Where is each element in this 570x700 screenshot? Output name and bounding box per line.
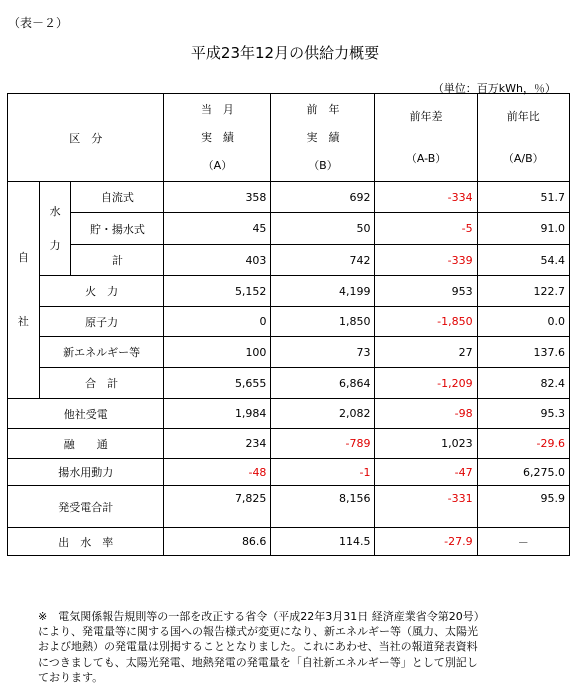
row-label: 他社受電 <box>8 399 164 429</box>
row-label: 火 力 <box>39 276 164 307</box>
table-row <box>8 368 570 399</box>
value-ratio: 51.7 <box>477 182 569 213</box>
value-difference: -1,850 <box>375 307 477 337</box>
header-ratio: 前年比 （A/B） <box>477 94 569 182</box>
suiryoku-group-label: 水 力 <box>39 182 71 276</box>
value-difference: -339 <box>375 245 477 276</box>
table-label: （表－２） <box>8 16 69 30</box>
value-previous: 73 <box>271 337 375 368</box>
row-label: 原子力 <box>39 307 164 337</box>
value-previous: 742 <box>271 245 375 276</box>
value-ratio: 0.0 <box>477 307 569 337</box>
unit-note: （単位：百万kWh，％） <box>432 82 556 95</box>
value-difference: -27.9 <box>375 528 477 556</box>
value-difference: -5 <box>375 213 477 245</box>
table-row <box>8 182 570 213</box>
table-row <box>8 245 570 276</box>
value-current: 5,152 <box>164 276 271 307</box>
value-current: 403 <box>164 245 271 276</box>
value-ratio: 95.9 <box>477 486 569 528</box>
header-previous: 前 年 実 績 （B） <box>271 94 375 182</box>
value-ratio: 82.4 <box>477 368 569 399</box>
value-previous: 114.5 <box>271 528 375 556</box>
value-difference: -334 <box>375 182 477 213</box>
row-label: 融 通 <box>8 429 164 459</box>
value-previous: 8,156 <box>271 486 375 528</box>
table-row <box>8 307 570 337</box>
value-previous: 6,864 <box>271 368 375 399</box>
value-ratio: 91.0 <box>477 213 569 245</box>
row-label: 貯・揚水式 <box>71 213 164 245</box>
supply-table <box>7 93 570 556</box>
table-row <box>8 528 570 556</box>
value-current: 234 <box>164 429 271 459</box>
row-label: 合 計 <box>39 368 164 399</box>
value-ratio: 122.7 <box>477 276 569 307</box>
value-previous: 692 <box>271 182 375 213</box>
value-previous: -789 <box>271 429 375 459</box>
table-row <box>8 486 570 528</box>
header-category: 区 分 <box>8 94 164 182</box>
table-row <box>8 399 570 429</box>
value-current: 1,984 <box>164 399 271 429</box>
value-current: 5,655 <box>164 368 271 399</box>
value-ratio: -29.6 <box>477 429 569 459</box>
value-difference: 27 <box>375 337 477 368</box>
value-current: 100 <box>164 337 271 368</box>
value-previous: 4,199 <box>271 276 375 307</box>
value-current: 45 <box>164 213 271 245</box>
table-row <box>8 459 570 486</box>
value-ratio: 137.6 <box>477 337 569 368</box>
value-ratio: 95.3 <box>477 399 569 429</box>
value-difference: 1,023 <box>375 429 477 459</box>
value-current: 86.6 <box>164 528 271 556</box>
value-previous: 50 <box>271 213 375 245</box>
value-ratio: － <box>477 528 569 556</box>
table-row <box>8 213 570 245</box>
value-ratio: 6,275.0 <box>477 459 569 486</box>
header-difference: 前年差 （A-B） <box>375 94 477 182</box>
value-current: 7,825 <box>164 486 271 528</box>
header-current: 当 月 実 績 （A） <box>164 94 271 182</box>
page-title: 平成23年12月の供給力概要 <box>190 44 380 62</box>
footnote: ※ 電気関係報告規則等の一部を改正する省令（平成22年3月31日 経済産業省令第20号） により、発電量等に関する国への報告様式が変更になり、新エネルギー等（風力、太陽光 および地熱）の発電量は別掲することとなりました。これにあわせ、当社の報道発表資料 につきましても、太陽光発電、地熱発電の発電量を「自社新エネルギー等」として別記し ております。 <box>38 610 485 684</box>
value-previous: 2,082 <box>271 399 375 429</box>
row-label: 新エネルギー等 <box>39 337 164 368</box>
value-current: -48 <box>164 459 271 486</box>
table-row <box>8 276 570 307</box>
value-difference: -1,209 <box>375 368 477 399</box>
row-label: 出 水 率 <box>8 528 164 556</box>
row-label: 計 <box>71 245 164 276</box>
value-current: 358 <box>164 182 271 213</box>
row-label: 自流式 <box>71 182 164 213</box>
value-ratio: 54.4 <box>477 245 569 276</box>
header-row <box>8 94 570 182</box>
jisha-group-label: 自 社 <box>8 182 40 399</box>
value-previous: -1 <box>271 459 375 486</box>
row-label: 発受電合計 <box>8 486 164 528</box>
value-previous: 1,850 <box>271 307 375 337</box>
value-difference: 953 <box>375 276 477 307</box>
table-row <box>8 337 570 368</box>
value-current: 0 <box>164 307 271 337</box>
value-difference: -47 <box>375 459 477 486</box>
value-difference: -98 <box>375 399 477 429</box>
row-label: 揚水用動力 <box>8 459 164 486</box>
table-row <box>8 429 570 459</box>
value-difference: -331 <box>375 486 477 528</box>
